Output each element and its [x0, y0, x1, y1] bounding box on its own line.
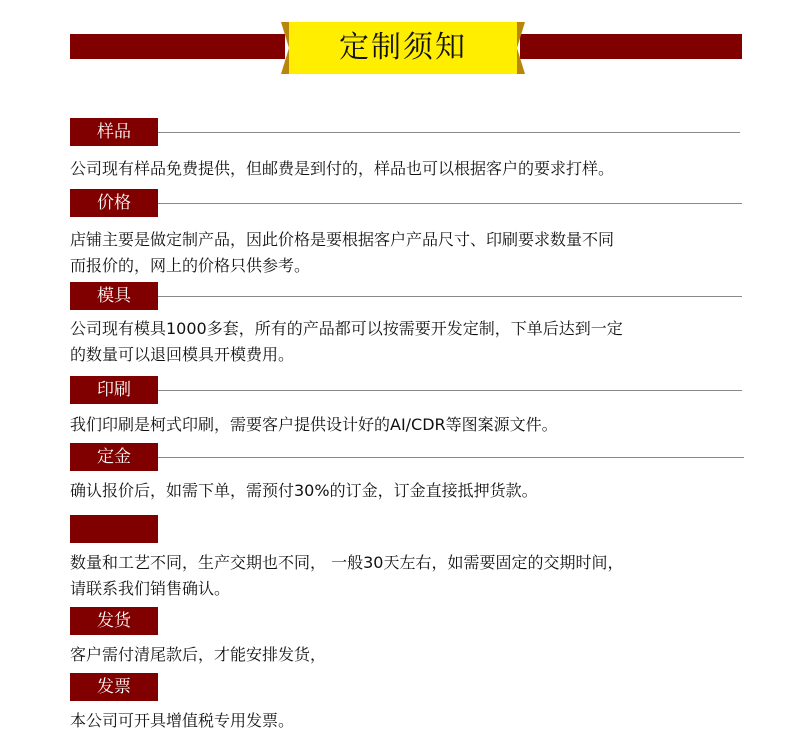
section-label	[70, 515, 158, 543]
section-rule	[158, 390, 742, 391]
section-text: 我们印刷是柯式印刷，需要客户提供设计好的AI/CDR等图案源文件。	[70, 415, 558, 434]
section-text: 确认报价后，如需下单，需预付30%的订金，订金直接抵押货款。	[70, 481, 538, 500]
section-label: 样品	[70, 118, 158, 146]
page-title: 定制须知	[339, 30, 467, 65]
section-rule	[158, 296, 742, 297]
section-text: 本公司可开具增值税专用发票。	[70, 711, 295, 730]
section-rule	[158, 457, 744, 458]
section-label: 发票	[70, 673, 158, 701]
section-label: 价格	[70, 189, 158, 217]
section-label: 发货	[70, 607, 158, 635]
title-bar-left	[70, 34, 285, 59]
section-label: 印刷	[70, 376, 158, 404]
section-rule	[158, 203, 742, 204]
section-text: 数量和工艺不同，生产交期也不同， 一般30天左右，如需要固定的交期时间， 请联系我们销售确认。	[70, 553, 624, 598]
title-bar-right	[520, 34, 742, 59]
section-text: 公司现有模具1000多套，所有的产品都可以按需要开发定制，下单后达到一定 的数量可以退回模具开模费用。	[70, 319, 623, 364]
title-banner	[281, 22, 525, 74]
section-text: 客户需付清尾款后，才能安排发货，	[70, 645, 327, 664]
section-label: 模具	[70, 282, 158, 310]
section-rule	[158, 132, 740, 133]
section-text: 店铺主要是做定制产品，因此价格是要根据客户产品尺寸、印刷要求数量不同 而报价的，网上的价格只供参考。	[70, 230, 615, 275]
section-label: 定金	[70, 443, 158, 471]
section-text: 公司现有样品免费提供，但邮费是到付的，样品也可以根据客户的要求打样。	[70, 159, 615, 178]
